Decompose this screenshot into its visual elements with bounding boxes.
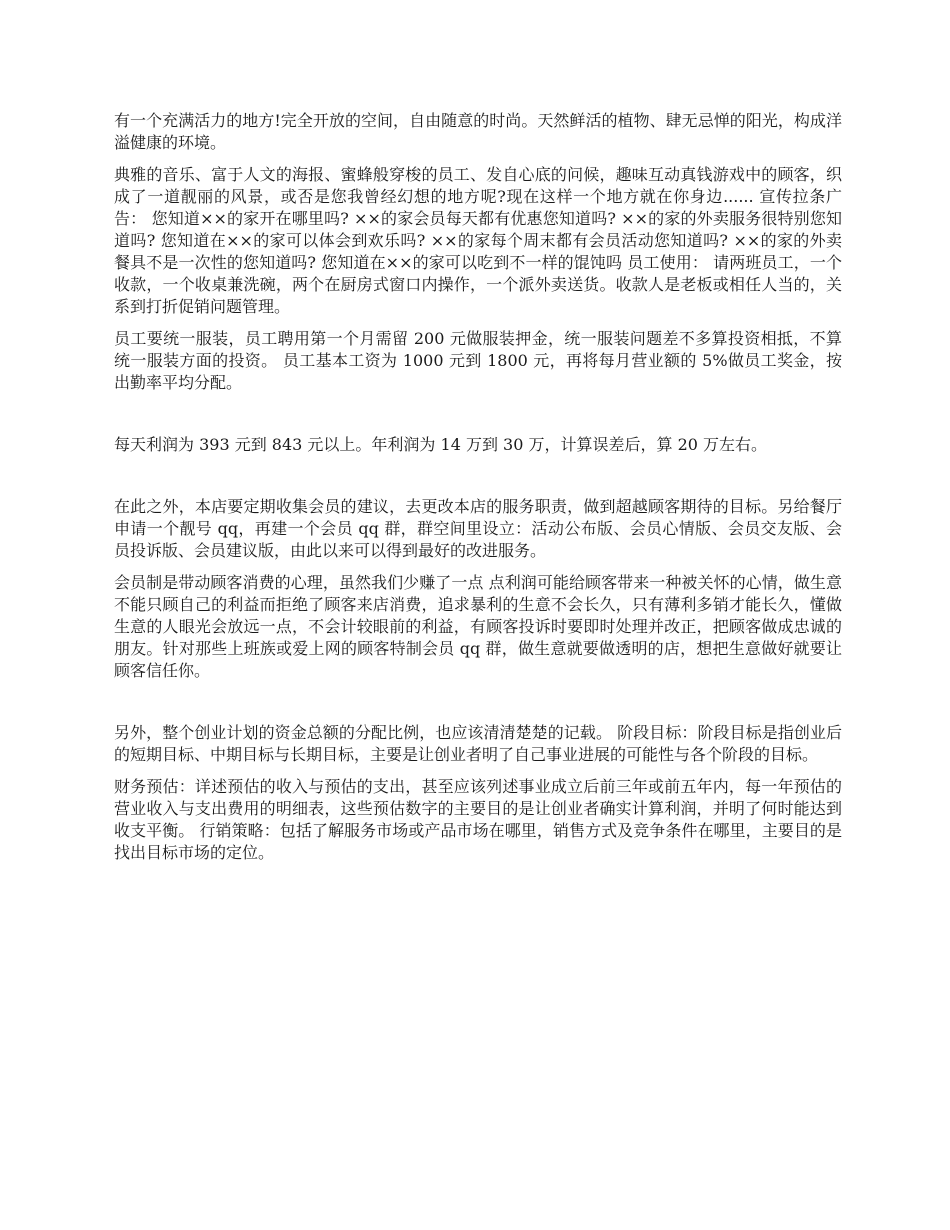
paragraph-stage-goals: 另外，整个创业计划的资金总额的分配比例，也应该清清楚楚的记载。 阶段目标：阶段目标是指创业后的短期目标、中期目标与长期目标，主要是让创业者明了自己事业进展的可能性与各个阶段的目标。 bbox=[114, 723, 842, 764]
paragraph-member-feedback: 在此之外，本店要定期收集会员的建议，去更改本店的服务职责，做到超越顾客期待的目标。另给餐厅申请一个靓号 qq，再建一个会员 qq 群，群空间里设立：活动公布版、会员心情版、会员交友版、会员投诉版、会员建议版，由此以来可以得到最好的改进服务。 bbox=[114, 497, 842, 560]
section-gap bbox=[114, 404, 842, 434]
paragraph-financial-forecast: 财务预估：详述预估的收入与预估的支出，甚至应该列述事业成立后前三年或前五年内，每一年预估的营业收入与支出费用的明细表，这些预估数字的主要目的是让创业者确实计算利润，并明了何时能达到收支平衡。 行销策略：包括了解服务市场或产品市场在哪里，销售方式及竞争条件在哪里，主要目的是找出目标市场的定位。 bbox=[114, 777, 842, 862]
paragraph-atmosphere-and-staff: 典雅的音乐、富于人文的海报、蜜蜂般穿梭的员工、发自心底的问候，趣味互动真钱游戏中的顾客，织成了一道靓丽的风景，或否是您我曾经幻想的地方呢?现在这样一个地方就在你身边...... 宣传拉条广告： 您知道××的家开在哪里吗? ××的家会员每天都有优惠您知道吗? ××的家的外卖服务很特别您知道吗? 您知道在××的家可以体会到欢乐吗? ××的家每个周末都有会员活动您知道吗? ××的家的外卖餐具不是一次性的您知道吗? 您知道在××的家可以吃到不一样的馄饨吗 员工使用： 请两班员工，一个收款，一个收桌兼洗碗，两个在厨房式窗口内操作，一个派外卖送货。收款人是老板或相任人当的，关系到打折促销问题管理。 bbox=[114, 165, 842, 316]
section-gap bbox=[114, 466, 842, 496]
document-body bbox=[114, 110, 842, 874]
section-gap bbox=[114, 692, 842, 722]
paragraph-membership-system: 会员制是带动顾客消费的心理，虽然我们少赚了一点 点利润可能给顾客带来一种被关怀的心情，做生意不能只顾自己的利益而拒绝了顾客来店消费，追求暴利的生意不会长久，只有薄利多销才能长久，懂做生意的人眼光会放远一点，不会计较眼前的利益，有顾客投诉时要即时处理并改正，把顾客做成忠诚的朋友。针对那些上班族或爱上网的顾客特制会员 qq 群，做生意就要做透明的店，想把生意做好就要让顾客信任你。 bbox=[114, 573, 842, 680]
paragraph-environment: 有一个充满活力的地方!完全开放的空间，自由随意的时尚。天然鲜活的植物、肆无忌惮的阳光，构成洋溢健康的环境。 bbox=[114, 111, 842, 152]
paragraph-profit: 每天利润为 393 元到 843 元以上。年利润为 14 万到 30 万，计算误差后，算 20 万左右。 bbox=[114, 435, 768, 454]
paragraph-uniform-and-salary: 员工要统一服装，员工聘用第一个月需留 200 元做服装押金，统一服装问题差不多算投资相抵，不算统一服装方面的投资。 员工基本工资为 1000 元到 1800 元，再将每月营业额的 5%做员工奖金，按出勤率平均分配。 bbox=[114, 329, 842, 392]
